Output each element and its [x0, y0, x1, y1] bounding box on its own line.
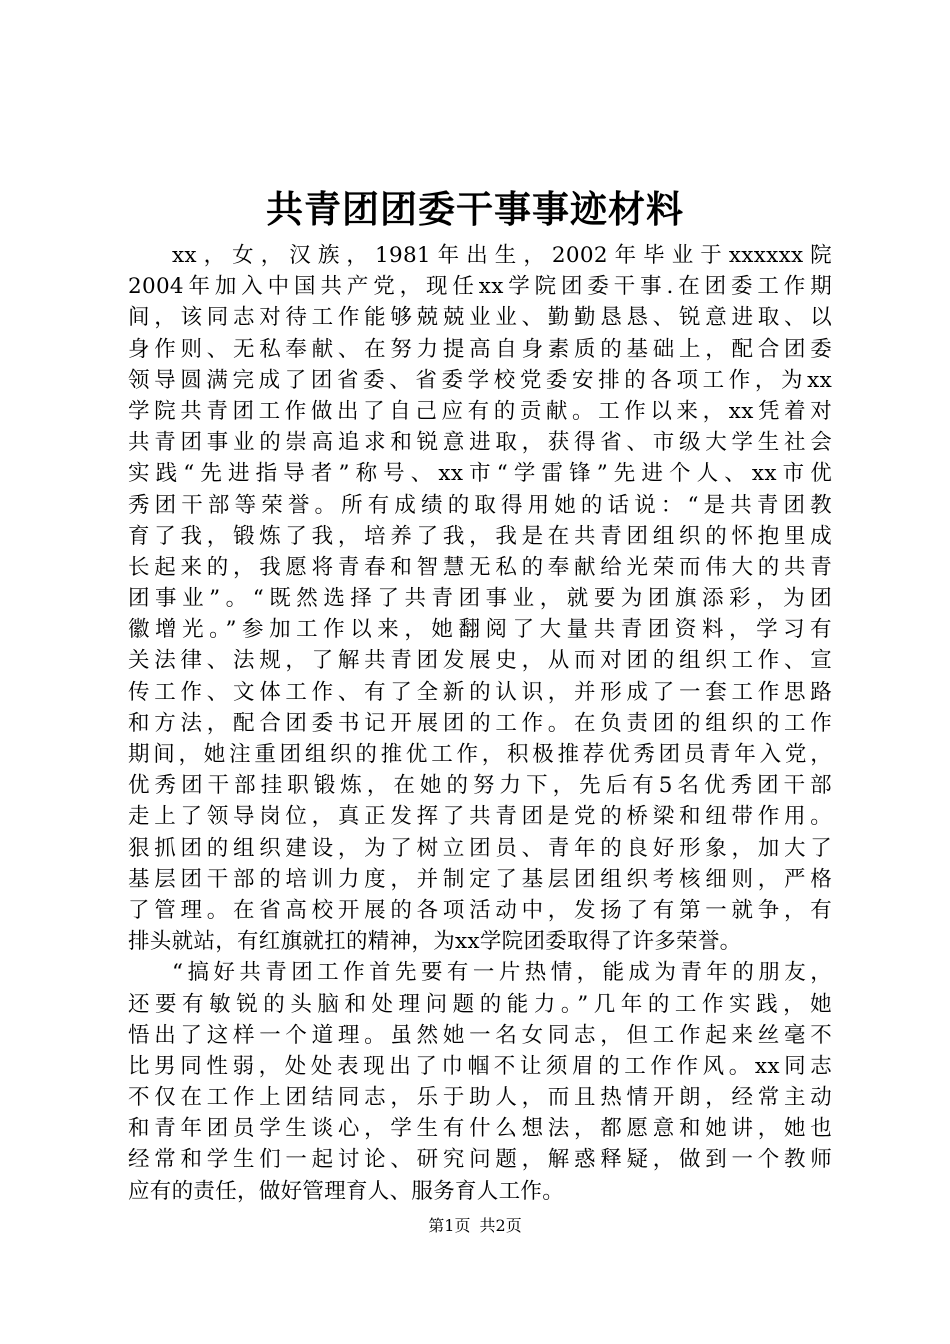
body-line: 传工作、文体工作、有了全新的认识，并形成了一套工作思路 [128, 679, 832, 705]
body-line: 间，该同志对待工作能够兢兢业业、勤勤恳恳、锐意进取、以 [128, 305, 832, 331]
body-line: 2004年加入中国共产党，现任xx学院团委干事.在团委工作期 [128, 274, 832, 300]
body-line: 身作则、无私奉献、在努力提高自身素质的基础上，配合团委 [128, 336, 832, 362]
body-line: 共青团事业的崇高追求和锐意进取，获得省、市级大学生社会 [128, 430, 832, 456]
body-line: 长起来的，我愿将青春和智慧无私的奉献给光荣而伟大的共青 [128, 554, 832, 580]
body-line: 领导圆满完成了团省委、省委学校党委安排的各项工作，为xx [128, 367, 832, 393]
document-title: 共青团团委干事事迹材料 [266, 187, 684, 231]
body-line: xx，女，汉族，1981年出生，2002年毕业于xxxxxx院 [172, 243, 832, 268]
body-line: 走上了领导岗位，真正发挥了共青团是党的桥梁和纽带作用。 [128, 804, 832, 830]
page-footer [0, 1215, 950, 1237]
body-line: 实践“先进指导者”称号、xx市“学雷锋”先进个人、xx市优 [128, 461, 832, 487]
body-line: 经常和学生们一起讨论、研究问题，解惑释疑，做到一个教师 [128, 1147, 832, 1173]
body-line: 排头就站，有红旗就扛的精神，为xx学院团委取得了许多荣誉。 [128, 929, 742, 955]
body-line: 比男同性弱，处处表现出了巾帼不让须眉的工作作风。xx同志 [128, 1053, 832, 1079]
body-line: 悟出了这样一个道理。虽然她一名女同志，但工作起来丝毫不 [128, 1022, 832, 1048]
body-line: “搞好共青团工作首先要有一片热情，能成为青年的朋友， [172, 960, 832, 986]
body-line: 优秀团干部挂职锻炼，在她的努力下，先后有5名优秀团干部 [128, 773, 832, 799]
body-line: 狠抓团的组织建设，为了树立团员、青年的良好形象，加大了 [128, 835, 832, 861]
body-line: 期间，她注重团组织的推优工作，积极推荐优秀团员青年入党， [128, 742, 832, 767]
page-number-total: 共2页 [479, 1216, 522, 1235]
page-number-current: 第1页 [428, 1216, 471, 1235]
body-line: 和方法，配合团委书记开展团的工作。在负责团的组织的工作 [128, 710, 832, 736]
body-line: 团事业”。“既然选择了共青团事业，就要为团旗添彩，为团 [128, 586, 832, 612]
body-line: 还要有敏锐的头脑和处理问题的能力。”几年的工作实践，她 [128, 991, 832, 1017]
body-line: 基层团干部的培训力度，并制定了基层团组织考核细则，严格 [128, 866, 832, 892]
body-line: 学院共青团工作做出了自己应有的贡献。工作以来，xx凭着对 [128, 398, 832, 424]
body-line: 应有的责任，做好管理育人、服务育人工作。 [128, 1178, 565, 1204]
body-line: 了管理。在省高校开展的各项活动中，发扬了有第一就争，有 [128, 897, 832, 923]
document-body [128, 240, 832, 1207]
body-line: 和青年团员学生谈心，学生有什么想法，都愿意和她讲，她也 [128, 1116, 832, 1142]
body-line: 不仅在工作上团结同志，乐于助人，而且热情开朗，经常主动 [128, 1085, 832, 1111]
body-line: 育了我，锻炼了我，培养了我，我是在共青团组织的怀抱里成 [128, 523, 832, 549]
body-line: 秀团干部等荣誉。所有成绩的取得用她的话说：“是共青团教 [128, 492, 832, 518]
body-line: 关法律、法规，了解共青团发展史，从而对团的组织工作、宣 [128, 648, 832, 674]
body-line: 徽增光。”参加工作以来，她翻阅了大量共青团资料，学习有 [128, 617, 832, 643]
